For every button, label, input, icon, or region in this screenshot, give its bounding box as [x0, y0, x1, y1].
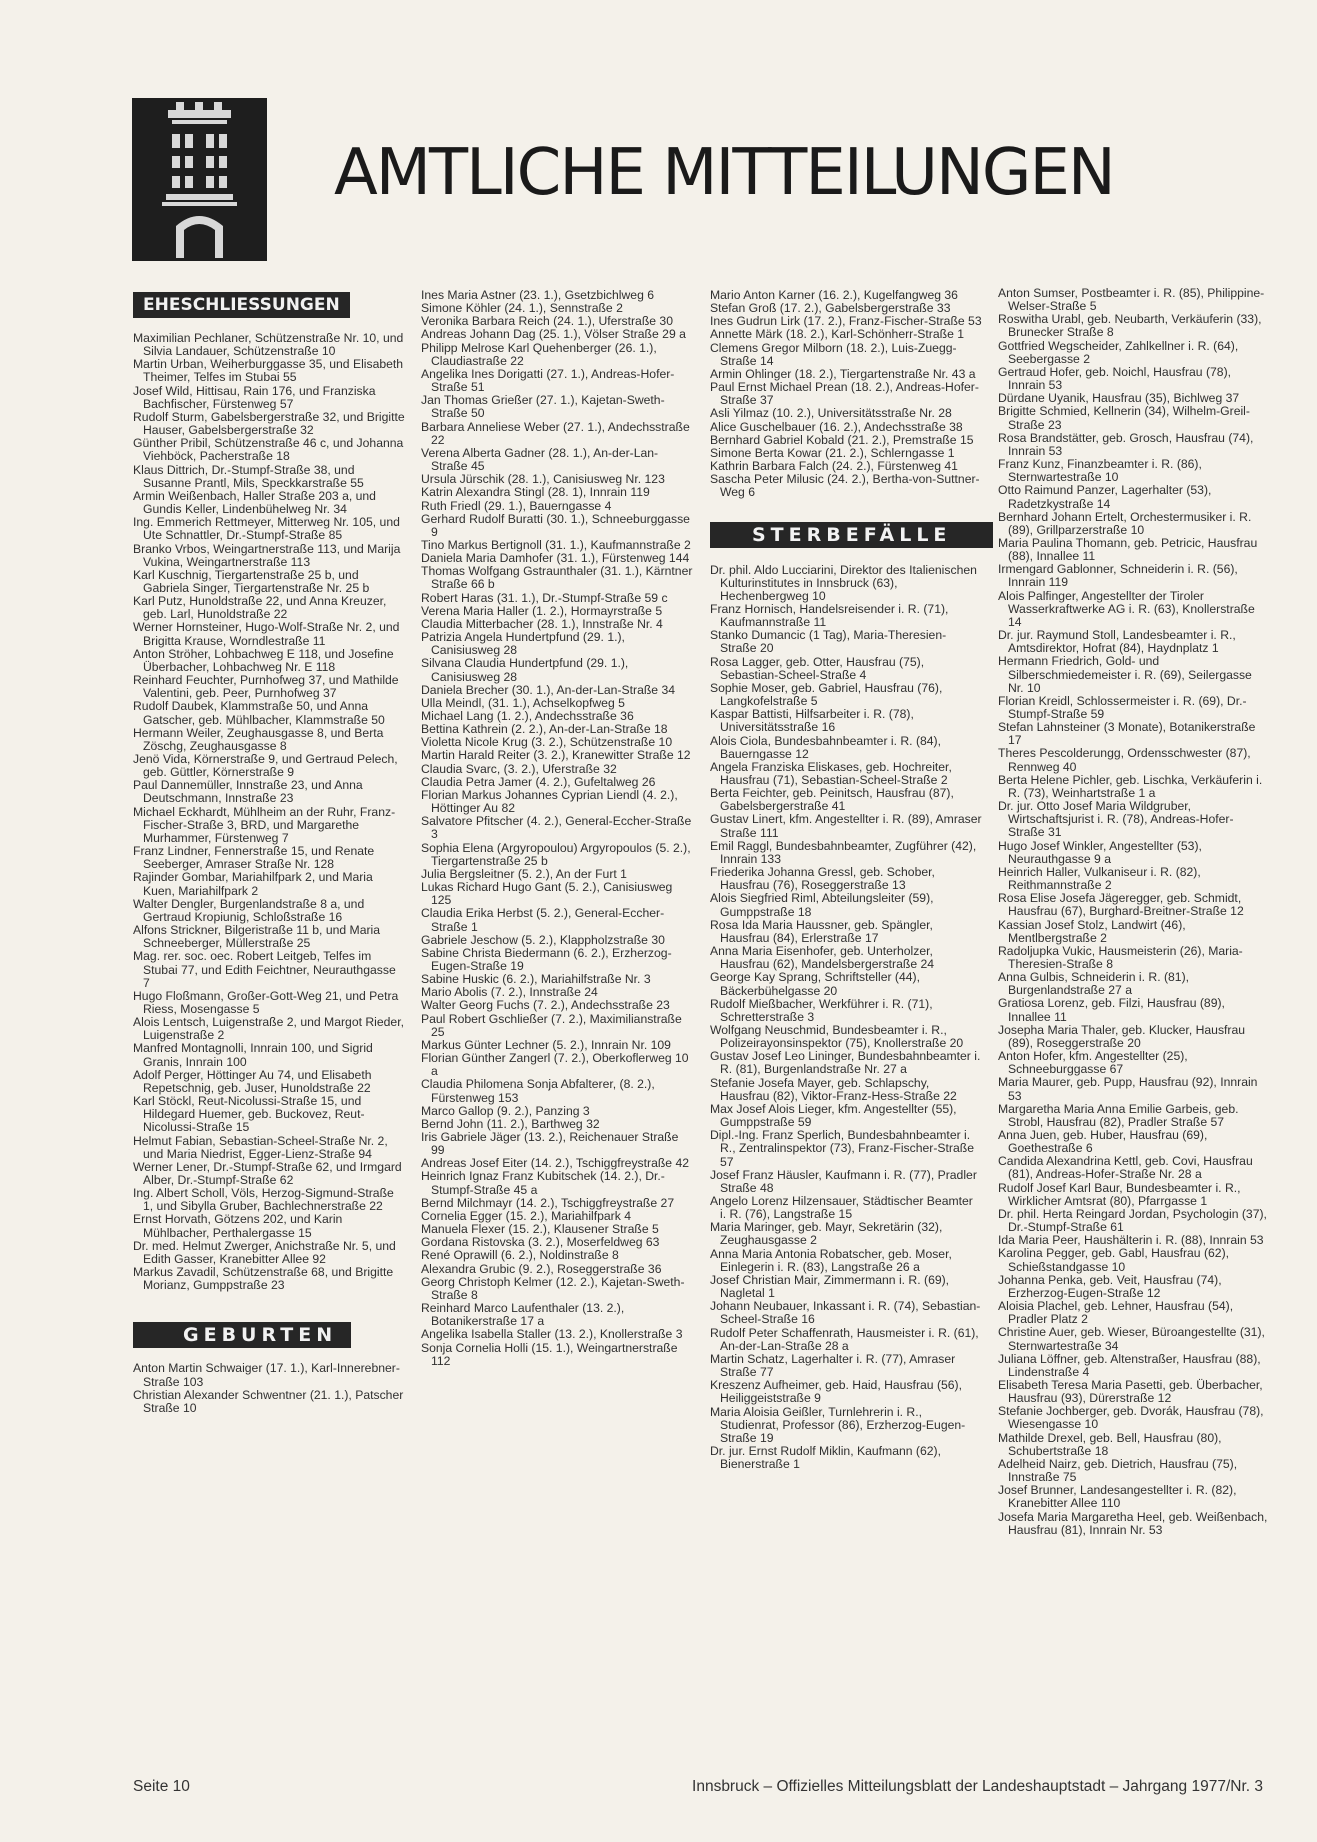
section-heading-sterbefaelle: STERBEFÄLLE: [710, 522, 993, 548]
marriage-entry: Günther Pribil, Schützenstraße 46 c, und Johanna Viehböck, Pacherstraße 18: [133, 436, 404, 464]
death-entry: Dr. phil. Herta Reingard Jordan, Psychologin (37), Dr.-Stumpf-Straße 61: [998, 1206, 1267, 1235]
birth-entry: Paul Robert Gschließer (7. 2.), Maximilianstraße 25: [421, 1011, 682, 1039]
death-entry: Ida Maria Peer, Haushälterin i. R. (88), Innrain 53: [998, 1233, 1264, 1248]
marriage-entry: Hermann Weiler, Zeughausgasse 8, und Berta Zöschg, Zeughausgasse 8: [133, 725, 384, 753]
death-entry: Christine Auer, geb. Wieser, Büroangestellte (31), Sternwartestraße 34: [998, 1325, 1265, 1353]
birth-entry: Sabine Christa Biedermann (6. 2.), Erzherzog-Eugen-Straße 19: [421, 945, 672, 973]
death-entry: Gustav Linert, kfm. Angestellter i. R. (89), Amraser Straße 111: [710, 812, 982, 840]
birth-entry: Angelika Ines Dorigatti (27. 1.), Andreas-Hofer-Straße 51: [421, 366, 675, 395]
birth-entry: Alexandra Grubic (9. 2.), Roseggerstraße 36: [421, 1261, 662, 1276]
birth-entry: Simone Berta Kowar (21. 2.), Schlerngasse 1: [710, 445, 955, 460]
death-entry: Maria Maurer, geb. Pupp, Hausfrau (92), Innrain 53: [998, 1075, 1258, 1103]
marriage-entry: Mag. rer. soc. oec. Robert Leitgeb, Telfes im Stubai 77, und Edith Feichtner, Neurauthgasse 7: [133, 949, 396, 990]
death-entry: Josepha Maria Thaler, geb. Klucker, Hausfrau (89), Roseggerstraße 20: [998, 1022, 1246, 1050]
marriage-entry: Armin Weißenbach, Haller Straße 203 a, und Gundis Keller, Lindenbühelweg Nr. 34: [133, 488, 376, 517]
death-entry: Josef Franz Häusler, Kaufmann i. R. (77), Pradler Straße 48: [710, 1167, 977, 1195]
birth-entry: Sascha Peter Milusic (24. 2.), Bertha-von-Suttner-Weg 6: [710, 472, 980, 500]
birth-entry: Gabriele Jeschow (5. 2.), Klappholzstraße 30: [421, 932, 665, 947]
birth-entry: Asli Yilmaz (10. 2.), Universitätsstraße Nr. 28: [710, 406, 952, 421]
marriage-entry: Ernst Horvath, Götzens 202, und Karin Mühlbacher, Perthalergasse 15: [133, 1212, 343, 1240]
birth-entry: Paul Ernst Michael Prean (18. 2.), Andreas-Hofer-Straße 37: [710, 380, 979, 408]
death-entry: Maria Aloisia Geißler, Turnlehrerin i. R., Studienrat, Professor (86), Erzherzog-Eugen-Straße 19: [710, 1404, 966, 1445]
death-entry: Berta Feichter, geb. Peinitsch, Hausfrau (87), Gabelsbergerstraße 41: [710, 786, 954, 814]
birth-entry: Armin Ohlinger (18. 2.), Tiergartenstraße Nr. 43 a: [710, 366, 976, 381]
birth-entry: Mario Anton Karner (16. 2.), Kugelfangweg 36: [710, 288, 958, 302]
death-entry: Martin Schatz, Lagerhalter i. R. (77), Amraser Straße 77: [710, 1351, 956, 1380]
death-entry: Dr. phil. Aldo Lucciarini, Direktor des Italienischen Kulturinstitutes in Innsbruck (63), Hechenbergweg 10: [710, 562, 977, 603]
birth-entry: Robert Haras (31. 1.), Dr.-Stumpf-Straße 59 c: [421, 590, 668, 605]
birth-entry: Heinrich Ignaz Franz Kubitschek (14. 2.), Dr.-Stumpf-Straße 45 a: [421, 1169, 665, 1197]
marriage-entry: Jenö Vida, Körnerstraße 9, und Gertraud Pelech, geb. Güttler, Körnerstraße 9: [133, 752, 398, 780]
death-entry: Sophie Moser, geb. Gabriel, Hausfrau (76), Langkofelstraße 5: [710, 680, 943, 709]
tower-icon: [132, 98, 267, 261]
death-entry: Rudolf Mießbacher, Werkführer i. R. (71), Schretterstraße 3: [710, 996, 933, 1024]
death-entry: Anna Maria Antonia Robatscher, geb. Moser, Einlegerin i. R. (83), Langstraße 26 a: [710, 1246, 952, 1274]
birth-entry: René Oprawill (6. 2.), Noldinstraße 8: [421, 1248, 619, 1263]
death-entry: Franz Hornisch, Handelsreisender i. R. (71), Kaufmannstraße 11: [710, 601, 949, 630]
birth-entry: Tino Markus Bertignoll (31. 1.), Kaufmannstraße 2: [421, 537, 691, 552]
death-entry: Anna Juen, geb. Huber, Hausfrau (69), Goethestraße 6: [998, 1128, 1208, 1156]
birth-entry: Alice Guschelbauer (16. 2.), Andechsstraße 38: [710, 419, 963, 434]
marriage-entry: Werner Lener, Dr.-Stumpf-Straße 62, und Irmgard Alber, Dr.-Stumpf-Straße 62: [133, 1159, 402, 1187]
death-entry: Josef Brunner, Landesangestellter i. R. (82), Kranebitter Allee 110: [998, 1483, 1237, 1511]
death-entry: Juliana Löffner, geb. Altenstraßer, Hausfrau (88), Lindenstraße 4: [998, 1351, 1261, 1379]
marriage-entry: Franz Lindner, Fennerstraße 15, und Renate Seeberger, Amraser Straße Nr. 128: [133, 844, 375, 872]
birth-entry: Claudia Mitterbacher (28. 1.), Innstraße Nr. 4: [421, 616, 663, 631]
death-entry: Gottfried Wegscheider, Zahlkellner i. R. (64), Seebergasse 2: [998, 338, 1239, 366]
death-entry: Stefanie Jochberger, geb. Dvorák, Hausfrau (78), Wiesengasse 10: [998, 1404, 1264, 1432]
birth-entry: Iris Gabriele Jäger (13. 2.), Reichenauer Straße 99: [421, 1130, 679, 1158]
death-entry: Dr. jur. Otto Josef Maria Wildgruber, Wirtschaftsjurist i. R. (78), Andreas-Hofer-Straße 31: [998, 799, 1234, 840]
death-entry: Maria Paulina Thomann, geb. Petricic, Hausfrau (88), Innallee 11: [998, 535, 1258, 564]
death-entry: Margaretha Maria Anna Emilie Garbeis, geb. Strobl, Hausfrau (82), Pradler Straße 57: [998, 1101, 1239, 1129]
death-entry: Alois Palfinger, Angestellter der Tiroler Wasserkraftwerke AG i. R. (63), Knollerstraße 14: [998, 588, 1255, 629]
death-entry: Alois Ciola, Bundesbahnbeamter i. R. (84), Bauerngasse 12: [710, 733, 942, 761]
birth-entry: Daniela Brecher (30. 1.), An-der-Lan-Straße 34: [421, 682, 676, 697]
death-entry: Stefan Lahnsteiner (3 Monate), Botanikerstraße 17: [998, 720, 1256, 748]
column-4: [998, 287, 1270, 1537]
marriage-entry: Anton Ströher, Lohbachweg E 118, und Josefine Überbacher, Lohbachweg Nr. E 118: [133, 646, 394, 674]
death-entry: Wolfgang Neuschmid, Bundesbeamter i. R., Polizeirayonsinspektor (75), Knollerstraße 20: [710, 1022, 964, 1051]
birth-entry: Andreas Johann Dag (25. 1.), Völser Straße 29 a: [421, 327, 686, 342]
death-entry: Dr. jur. Ernst Rudolf Miklin, Kaufmann (62), Bienerstraße 1: [710, 1443, 941, 1472]
birth-entry: Cornelia Egger (15. 2.), Mariahilfpark 4: [421, 1208, 631, 1223]
death-entry: Anna Gulbis, Schneiderin i. R. (81), Burgenlandstraße 27 a: [998, 970, 1190, 998]
marriage-entry: Dr. med. Helmut Zwerger, Anichstraße Nr. 5, und Edith Gasser, Kranebitter Allee 92: [133, 1238, 396, 1266]
marriage-entry: Michael Eckhardt, Mühlheim an der Ruhr, Franz-Fischer-Straße 3, BRD, und Margarethe Murhammer, Fürstenweg 7: [133, 804, 396, 845]
death-entry: Rudolf Josef Karl Baur, Bundesbeamter i. R., Wirklicher Amtsrat (80), Pfarrgasse 1: [998, 1180, 1241, 1208]
section-heading-eheschliessungen: EHESCHLIESSUNGEN: [133, 292, 350, 318]
birth-entry: Bettina Kathrein (2. 2.), An-der-Lan-Straße 18: [421, 722, 668, 737]
marriage-entry: Rajinder Gombar, Mariahilfpark 2, und Maria Kuen, Mariahilfpark 2: [133, 870, 373, 898]
birth-entry: Gerhard Rudolf Buratti (30. 1.), Schneeburggasse 9: [421, 511, 690, 539]
birth-entry: Ursula Jürschik (28. 1.), Canisiusweg Nr. 123: [421, 472, 665, 487]
death-entry: Florian Kreidl, Schlossermeister i. R. (69), Dr.-Stumpf-Straße 59: [998, 693, 1247, 721]
birth-entry: Kathrin Barbara Falch (24. 2.), Fürstenweg 41: [710, 459, 958, 474]
death-entry: Dipl.-Ing. Franz Sperlich, Bundesbahnbeamter i. R., Zentralinspektor (73), Franz-Fischer-Straße 57: [710, 1128, 974, 1169]
birth-entry: Jan Thomas Grießer (27. 1.), Kajetan-Sweth-Straße 50: [421, 393, 665, 421]
death-list: [710, 564, 982, 1472]
birth-entry: Angelika Isabella Staller (13. 2.), Knollerstraße 3: [421, 1327, 683, 1342]
death-entry: Dr. jur. Raymund Stoll, Landesbeamter i. R., Amtsdirektor, Hofrat (84), Haydnplatz 1: [998, 628, 1236, 656]
death-entry: Johann Neubauer, Inkassant i. R. (74), Sebastian-Scheel-Straße 16: [710, 1299, 981, 1327]
marriage-entry: Ing. Emmerich Rettmeyer, Mitterweg Nr. 105, und Ute Schnattler, Dr.-Stumpf-Straße 85: [133, 515, 400, 543]
birth-entry: Annette Märk (18. 2.), Karl-Schönherr-Straße 1: [710, 327, 965, 342]
death-entry: Kassian Josef Stolz, Landwirt (46), Mentlbergstraße 2: [998, 917, 1186, 945]
marriage-entry: Branko Vrbos, Weingartnerstraße 113, und Marija Vukina, Weingartnerstraße 113: [133, 541, 401, 569]
death-entry: Maria Maringer, geb. Mayr, Sekretärin (32), Zeughausgasse 2: [710, 1220, 943, 1248]
death-entry: Alois Siegfried Riml, Abteilungsleiter (59), Gumppstraße 18: [710, 891, 934, 919]
marriage-entry: Helmut Fabian, Sebastian-Scheel-Straße Nr. 2, und Maria Niedrist, Egger-Lienz-Straße 94: [133, 1133, 388, 1161]
death-entry: Gustav Josef Leo Lininger, Bundesbahnbeamter i. R. (81), Burgenlandstraße Nr. 27 a: [710, 1049, 981, 1077]
marriage-entry: Werner Hornsteiner, Hugo-Wolf-Straße Nr. 2, und Brigitta Krause, Worndlestraße 11: [133, 620, 400, 648]
marriage-entry: Rudolf Daubek, Klammstraße 50, und Anna Gatscher, geb. Mühlbacher, Klammstraße 50: [133, 699, 385, 727]
death-entry: Emil Raggl, Bundesbahnbeamter, Zugführer (42), Innrain 133: [710, 838, 977, 866]
death-entry: Heinrich Haller, Vulkaniseur i. R. (82), Reithmannstraße 2: [998, 864, 1201, 893]
marriage-entry: Martin Urban, Weiherburggasse 35, und Elisabeth Theimer, Telfes im Stubai 55: [133, 357, 404, 385]
birth-entry: Clemens Gregor Milborn (18. 2.), Luis-Zuegg-Straße 14: [710, 340, 957, 368]
death-entry: Max Josef Alois Lieger, kfm. Angestellter (55), Gumppstraße 59: [710, 1101, 957, 1130]
marriage-entry: Paul Dannemüller, Innstraße 23, und Anna Deutschmann, Innstraße 23: [133, 778, 363, 806]
marriage-entry: Klaus Dittrich, Dr.-Stumpf-Straße 38, und Susanne Prantl, Mils, Speckkarstraße 55: [133, 462, 364, 490]
death-entry: Kaspar Battisti, Hilfsarbeiter i. R. (78), Universitätsstraße 16: [710, 707, 914, 735]
death-entry: Rudolf Peter Schaffenrath, Hausmeister i. R. (61), An-der-Lan-Straße 28 a: [710, 1325, 979, 1353]
birth-entry: Salvatore Pfitscher (4. 2.), General-Eccher-Straße 3: [421, 814, 692, 842]
death-entry: Aloisia Plachel, geb. Lehner, Hausfrau (54), Pradler Platz 2: [998, 1299, 1234, 1327]
death-entry: Rosa Ida Maria Haussner, geb. Spängler, Hausfrau (84), Erlerstraße 17: [710, 917, 933, 945]
death-entry: Theres Pescolderungg, Ordensschwester (87), Rennweg 40: [998, 746, 1251, 774]
page-title: AMTLICHE MITTEILUNGEN: [334, 136, 1114, 210]
birth-entry: Walter Georg Fuchs (7. 2.), Andechsstraße 23: [421, 998, 670, 1013]
death-entry: Elisabeth Teresa Maria Pasetti, geb. Überbacher, Hausfrau (93), Dürerstraße 12: [998, 1377, 1263, 1406]
death-entry: Rosa Elise Josefa Jägeregger, geb. Schmidt, Hausfrau (67), Burghard-Breitner-Straße 12: [998, 891, 1244, 919]
birth-entry: Florian Günther Zangerl (7. 2.), Oberkoflerweg 10 a: [421, 1051, 689, 1079]
death-entry: Rosa Brandstätter, geb. Grosch, Hausfrau (74), Innrain 53: [998, 430, 1254, 458]
death-entry: Anna Maria Eisenhofer, geb. Unterholzer, Hausfrau (62), Mandelsbergerstraße 24: [710, 944, 935, 972]
birth-entry: Claudia Philomena Sonja Abfalterer, (8. 2.), Fürstenweg 153: [421, 1077, 655, 1105]
death-entry: Stanko Dumancic (1 Tag), Maria-Theresien-Straße 20: [710, 628, 947, 656]
death-entry: Angela Franziska Eliskases, geb. Hochreiter, Hausfrau (71), Sebastian-Scheel-Straße 2: [710, 759, 952, 787]
birth-entry: Stefan Groß (17. 2.), Gabelsbergerstraße 33: [710, 301, 951, 316]
column-1: [133, 292, 405, 1415]
birth-entry: Anton Martin Schwaiger (17. 1.), Karl-Innerebner-Straße 103: [133, 1361, 400, 1389]
birth-entry: Thomas Wolfgang Gstraunthaler (31. 1.), Kärntner Straße 66 b: [421, 564, 693, 592]
death-entry: Stefanie Josefa Mayer, geb. Schlapschy, Hausfrau (82), Viktor-Franz-Hess-Straße 22: [710, 1075, 957, 1103]
death-entry: Otto Raimund Panzer, Lagerhalter (53), Radetzkystraße 14: [998, 483, 1212, 511]
birth-entry: Markus Günter Lechner (5. 2.), Innrain Nr. 109: [421, 1037, 671, 1052]
death-entry: Berta Helene Pichler, geb. Lischka, Verkäuferin i. R. (73), Weinhartstraße 1 a: [998, 772, 1263, 800]
death-entry: Rosa Lagger, geb. Otter, Hausfrau (75), Sebastian-Scheel-Straße 4: [710, 654, 925, 682]
birth-entry: Florian Markus Johannes Cyprian Liendl (4. 2.), Höttinger Au 82: [421, 787, 678, 816]
birth-entry: Ines Gudrun Lirk (17. 2.), Franz-Fischer-Straße 53: [710, 314, 982, 329]
death-entry: Gratiosa Lorenz, geb. Filzi, Hausfrau (89), Innallee 11: [998, 996, 1225, 1024]
death-entry: Josefa Maria Margaretha Heel, geb. Weißenbach, Hausfrau (81), Innrain Nr. 53: [998, 1509, 1268, 1537]
birth-entry: Michael Lang (1. 2.), Andechsstraße 36: [421, 709, 634, 723]
birth-entry: Daniela Maria Damhofer (31. 1.), Fürstenweg 144: [421, 551, 690, 566]
birth-entry: Bernd John (11. 2.), Barthweg 32: [421, 1116, 600, 1131]
death-entry: Anton Sumser, Postbeamter i. R. (85), Philippine-Welser-Straße 5: [998, 286, 1265, 314]
death-entry: Hugo Josef Winkler, Angestellter (53), Neurauthgasse 9 a: [998, 838, 1202, 866]
marriage-entry: Ing. Albert Scholl, Völs, Herzog-Sigmund-Straße 1, und Sibylla Gruber, Bachlechnerstraße 22: [133, 1186, 394, 1214]
birth-entry: Verena Maria Haller (1. 2.), Hormayrstraße 5: [421, 603, 663, 618]
birth-entry: Claudia Svarc, (3. 2.), Uferstraße 32: [421, 761, 617, 776]
marriage-entry: Alfons Strickner, Bilgeristraße 11 b, und Maria Schneeberger, Müllerstraße 25: [133, 923, 381, 951]
death-entry: Roswitha Urabl, geb. Neubarth, Verkäuferin (33), Brunecker Straße 8: [998, 312, 1262, 340]
birth-entry: Julia Bergsleitner (5. 2.), An der Furt 1: [421, 866, 627, 881]
birth-entry: Barbara Anneliese Weber (27. 1.), Andechsstraße 22: [421, 419, 690, 447]
marriage-entry: Adolf Perger, Höttinger Au 74, und Elisabeth Repetschnig, geb. Juser, Hunoldstraße 22: [133, 1067, 372, 1095]
birth-entry: Ines Maria Astner (23. 1.), Gsetzbichlweg 6: [421, 288, 655, 302]
death-entry: Friederika Johanna Gressl, geb. Schober, Hausfrau (76), Roseggerstraße 13: [710, 865, 935, 893]
death-entry: Candida Alexandrina Kettl, geb. Covi, Hausfrau (81), Andreas-Hofer-Straße Nr. 28 a: [998, 1154, 1253, 1182]
death-entry: Johanna Penka, geb. Veit, Hausfrau (74), Erzherzog-Eugen-Straße 12: [998, 1272, 1222, 1300]
marriage-entry: Manfred Montagnolli, Innrain 100, und Sigrid Granis, Innrain 100: [133, 1041, 373, 1069]
city-tower-logo: [132, 98, 267, 261]
death-entry: Hermann Friedrich, Gold- und Silberschmiedemeister i. R. (69), Seilergasse Nr. 10: [998, 654, 1252, 695]
marriage-entry: Alois Lentsch, Luigenstraße 2, und Margot Rieder, Luigenstraße 2: [133, 1015, 404, 1043]
marriage-entry: Reinhard Feuchter, Purnhofweg 37, und Mathilde Valentini, geb. Peer, Purnhofweg 37: [133, 673, 399, 701]
death-entry: Adelheid Nairz, geb. Dietrich, Hausfrau (75), Innstraße 75: [998, 1456, 1238, 1485]
birth-entry: Gordana Ristovska (3. 2.), Moserfeldweg 63: [421, 1235, 660, 1250]
marriage-entry: Markus Zavadil, Schützenstraße 68, und Brigitte Morianz, Gumppstraße 23: [133, 1265, 394, 1293]
death-entry: Kreszenz Aufheimer, geb. Haid, Hausfrau (56), Heiliggeiststraße 9: [710, 1378, 963, 1406]
birth-entry: Sonja Cornelia Holli (15. 1.), Weingartnerstraße 112: [421, 1340, 678, 1368]
birth-list: [710, 289, 982, 500]
death-entry: Anton Hofer, kfm. Angestellter (25), Schneeburggasse 67: [998, 1049, 1188, 1077]
death-entry: Brigitte Schmied, Kellnerin (34), Wilhelm-Greil-Straße 23: [998, 404, 1250, 432]
death-entry: Dürdane Uyanik, Hausfrau (35), Bichlweg 37: [998, 391, 1240, 406]
birth-entry: Manuela Flexer (15. 2.), Klausener Straße 5: [421, 1222, 659, 1237]
marriage-entry: Walter Dengler, Burgenlandstraße 8 a, und Gertraud Kropiunig, Schloßstraße 16: [133, 896, 365, 924]
death-entry: Irmengard Gablonner, Schneiderin i. R. (56), Innrain 119: [998, 562, 1238, 590]
birth-entry: Claudia Petra Jamer (4. 2.), Gufeltalweg 26: [421, 774, 656, 789]
birth-entry: Georg Christoph Kelmer (12. 2.), Kajetan-Sweth-Straße 8: [421, 1274, 685, 1302]
death-list: [998, 287, 1270, 1537]
birth-entry: Bernd Milchmayr (14. 2.), Tschiggfreystraße 27: [421, 1195, 675, 1210]
birth-entry: Christian Alexander Schwentner (21. 1.), Patscher Straße 10: [133, 1387, 404, 1415]
birth-entry: Simone Köhler (24. 1.), Sennstraße 2: [421, 301, 623, 316]
birth-entry: Sophia Elena (Argyropoulou) Argyropoulos (5. 2.), Tiergartenstraße 25 b: [421, 840, 691, 868]
publication-line: Innsbruck – Offizielles Mitteilungsblatt der Landeshauptstadt – Jahrgang 1977/Nr. 3: [692, 1778, 1263, 1795]
death-entry: Radoljupka Vukic, Hausmeisterin (26), Maria-Theresien-Straße 8: [998, 943, 1243, 971]
marriage-entry: Josef Wild, Hittisau, Rain 176, und Franziska Bachfischer, Fürstenweg 57: [133, 383, 376, 411]
death-entry: Karolina Pegger, geb. Gabl, Hausfrau (62), Schießstandgasse 10: [998, 1246, 1230, 1274]
birth-entry: Sabine Huskic (6. 2.), Mariahilfstraße Nr. 3: [421, 972, 651, 987]
death-entry: Josef Christian Mair, Zimmermann i. R. (69), Nagletal 1: [710, 1272, 950, 1301]
birth-list: [133, 1362, 405, 1415]
birth-entry: Andreas Josef Eiter (14. 2.), Tschiggfreystraße 42: [421, 1156, 690, 1171]
birth-entry: Martin Harald Reiter (3. 2.), Kranewitter Straße 12: [421, 748, 691, 763]
death-entry: Angelo Lorenz Hilzensauer, Städtischer Beamter i. R. (76), Langstraße 15: [710, 1194, 973, 1222]
death-entry: George Kay Sprang, Schriftsteller (44), Bäckerbühelgasse 20: [710, 970, 920, 998]
marriage-entry: Maximilian Pechlaner, Schützenstraße Nr. 10, und Silvia Landauer, Schützenstraße 10: [133, 331, 404, 359]
birth-entry: Katrin Alexandra Stingl (28. 1), Innrain 119: [421, 485, 650, 500]
birth-entry: Bernhard Gabriel Kobald (21. 2.), Premstraße 15: [710, 432, 974, 447]
death-entry: Bernhard Johann Ertelt, Orchestermusiker i. R. (89), Grillparzerstraße 10: [998, 509, 1252, 537]
page-number: Seite 10: [133, 1778, 190, 1795]
column-2: [421, 289, 693, 1368]
birth-entry: Mario Abolis (7. 2.), Innstraße 24: [421, 985, 598, 1000]
death-entry: Mathilde Drexel, geb. Bell, Hausfrau (80), Schubertstraße 18: [998, 1430, 1222, 1458]
marriage-entry: Karl Putz, Hunoldstraße 22, und Anna Kreuzer, geb. Larl, Hunoldstraße 22: [133, 594, 387, 622]
column-3: [710, 289, 982, 1471]
birth-entry: Philipp Melrose Karl Quehenberger (26. 1.), Claudiastraße 22: [421, 340, 657, 368]
section-heading-geburten: GEBURTEN: [133, 1322, 351, 1348]
birth-entry: Patrizia Angela Hundertpfund (29. 1.), Canisiusweg 28: [421, 630, 625, 658]
death-entry: Franz Kunz, Finanzbeamter i. R. (86), Sternwartestraße 10: [998, 457, 1202, 485]
marriage-entry: Rudolf Sturm, Gabelsbergerstraße 32, und Brigitte Hauser, Gabelsbergerstraße 32: [133, 409, 405, 438]
marriage-list: [133, 332, 405, 1292]
birth-entry: Violetta Nicole Krug (3. 2.), Schützenstraße 10: [421, 735, 673, 750]
birth-list: [421, 289, 693, 1368]
birth-entry: Marco Gallop (9. 2.), Panzing 3: [421, 1103, 590, 1118]
marriage-entry: Karl Kuschnig, Tiergartenstraße 25 b, und Gabriela Singer, Tiergartenstraße Nr. 25 b: [133, 567, 370, 595]
marriage-entry: Karl Stöckl, Reut-Nicolussi-Straße 15, und Hildegard Huemer, geb. Buckovez, Reut-Nicolussi-Straße 15: [133, 1094, 365, 1135]
birth-entry: Claudia Erika Herbst (5. 2.), General-Eccher-Straße 1: [421, 906, 665, 934]
birth-entry: Silvana Claudia Hundertpfund (29. 1.), Canisiusweg 28: [421, 656, 629, 684]
death-entry: Gertraud Hofer, geb. Noichl, Hausfrau (78), Innrain 53: [998, 364, 1232, 393]
birth-entry: Veronika Barbara Reich (24. 1.), Uferstraße 30: [421, 314, 673, 329]
birth-entry: Verena Alberta Gadner (28. 1.), An-der-Lan-Straße 45: [421, 445, 659, 474]
marriage-entry: Hugo Floßmann, Großer-Gott-Weg 21, und Petra Riess, Mosengasse 5: [133, 988, 399, 1016]
birth-entry: Ulla Meindl, (31. 1.), Achselkopfweg 5: [421, 695, 625, 710]
birth-entry: Lukas Richard Hugo Gant (5. 2.), Canisiusweg 125: [421, 880, 673, 908]
birth-entry: Ruth Friedl (29. 1.), Bauerngasse 4: [421, 498, 612, 513]
birth-entry: Reinhard Marco Laufenthaler (13. 2.), Botanikerstraße 17 a: [421, 1301, 625, 1329]
